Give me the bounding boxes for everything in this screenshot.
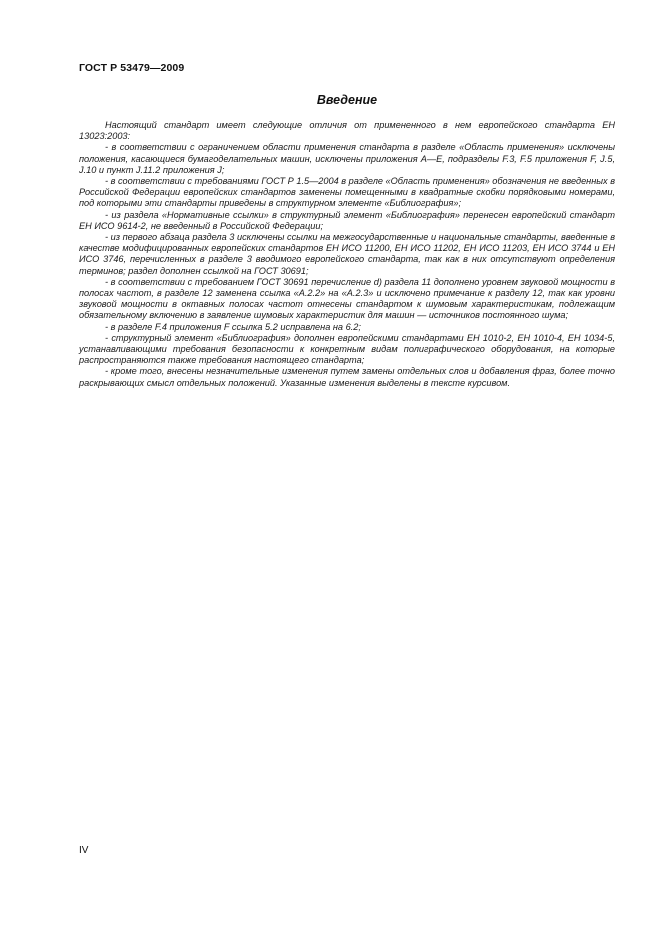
paragraph: - кроме того, внесены незначительные изменения путем замены отдельных слов и добавления фраз, более точно раскрывающих смысл отдельных положений. Указанные изменения выделены в тексте курсивом.: [79, 366, 615, 388]
paragraph: Настоящий стандарт имеет следующие отличия от примененного в нем европейского стандарта ЕН 13023:2003:: [79, 120, 615, 142]
document-code: ГОСТ Р 53479—2009: [79, 62, 185, 74]
paragraph: - в соответствии с требованиями ГОСТ Р 1.5—2004 в разделе «Область применения» обозначения не введенных в Российской Федерации европейских стандартов заменены помещенными в квадратные скобки порядковыми номерами, под которыми эти стандарты приведены в структурном элементе «Библиография»;: [79, 176, 615, 209]
page-number: IV: [79, 845, 89, 856]
paragraph: - из раздела «Нормативные ссылки» в структурный элемент «Библиография» перенесен европейский стандарт ЕН ИСО 9614-2, не введенный в Российской Федерации;: [79, 209, 615, 231]
paragraph: - в соответствии с ограничением области применения стандарта в разделе «Область применения» исключены положения, касающиеся бумагоделательных машин, исключены приложения А—Е, подразделы F.3, F.5 приложения F, J.5, J.10 и пункт J.11.2 приложения J;: [79, 142, 615, 175]
section-title: Введение: [316, 93, 378, 107]
paragraph: - в разделе F.4 приложения F ссылка 5.2 исправлена на 6.2;: [105, 321, 361, 332]
body-text: [79, 120, 615, 389]
paragraph: - из первого абзаца раздела 3 исключены ссылки на межгосударственные и национальные стандарты, введенные в качестве модифицированных европейских стандартов ЕН ИСО 11200, ЕН ИСО 11202, ЕН ИСО 11203, ЕН ИСО 3744 и ЕН ИСО 3746, перечисленных в разделе 3 вводимого европейского стандарта, так как в них отсутствуют определения терминов; раздел дополнен ссылкой на ГОСТ 30691;: [79, 232, 615, 276]
paragraph: - в соответствии с требованием ГОСТ 30691 перечисление d) раздела 11 дополнено уровнем звуковой мощности в полосах частот, в разделе 12 заменена ссылка «А.2.2» на «А.2.3» и исключено примечание к разделу 12, так как уровни звуковой мощности в октавных полосах частот отнесены стандартом к шумовым характеристикам, подлежащим обязательному включению в заявление шумовых характеристик для машин — источников постоянного шума;: [79, 276, 615, 321]
paragraph: - структурный элемент «Библиография» дополнен европейскими стандартами ЕН 1010-2, ЕН 1010-4, ЕН 1034-5, устанавливающими требования безопасности к конкретным видам полиграфического оборудования, на которые распространяются также требования настоящего стандарта;: [79, 332, 615, 366]
